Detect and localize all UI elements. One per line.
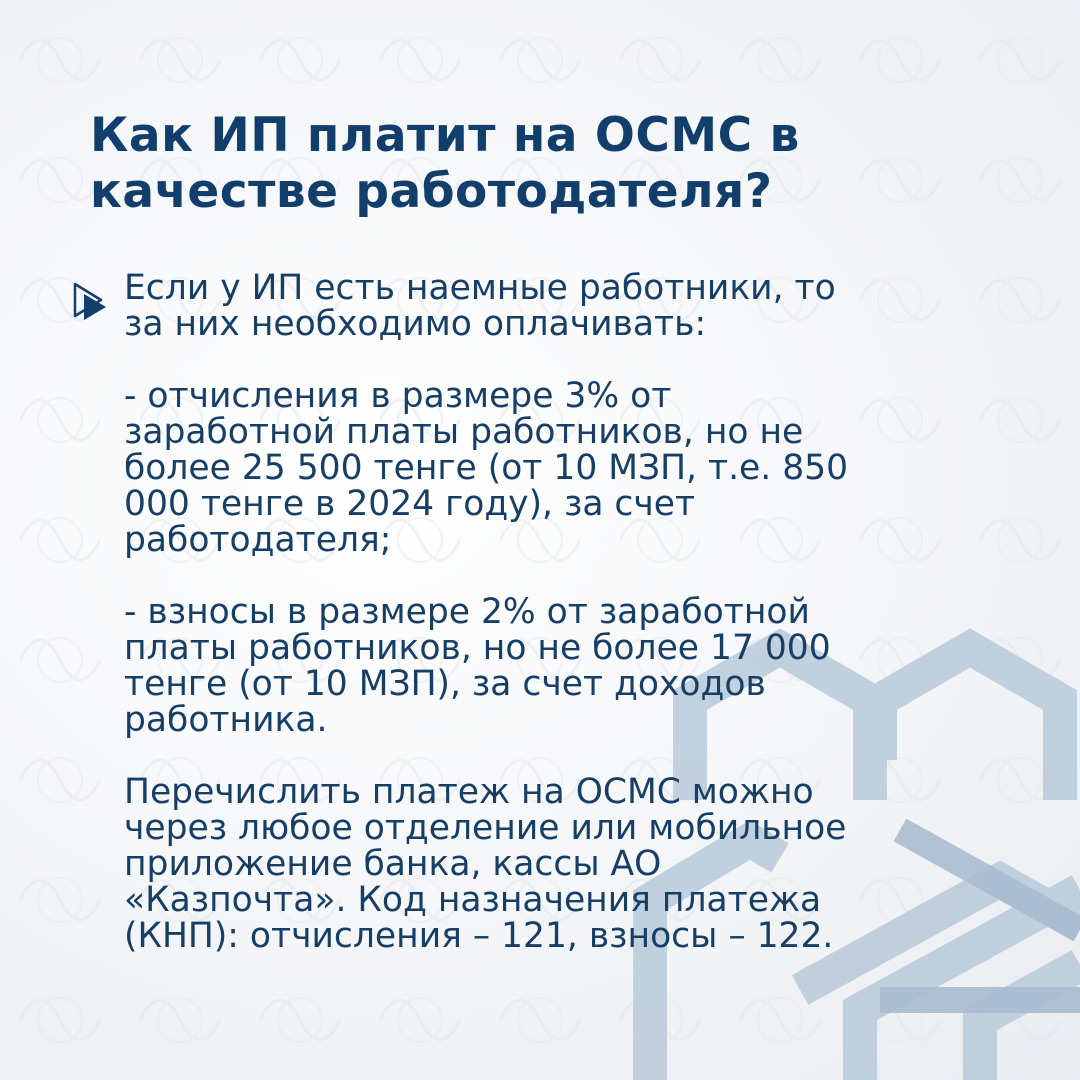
intro-paragraph: Если у ИП есть наемные работники, то за них необходимо оплачивать: xyxy=(124,268,836,344)
payment-info-paragraph: Перечислить платеж на ОСМС можно через любое отделение или мобильное приложение банка, кассы АО «Казпочта». Код назначения платежа (КНП): отчисления – 121, взносы – 122. xyxy=(124,772,847,956)
contributions-paragraph: - взносы в размере 2% от заработной платы работников, но не более 17 000 тенге (от 10 МЗП), за счет доходов работника. xyxy=(124,592,831,740)
play-arrow-icon xyxy=(72,280,112,320)
page-title: Как ИП платит на ОСМС в качестве работодателя? xyxy=(90,108,800,219)
deductions-paragraph: - отчисления в размере 3% от заработной платы работников, но не более 25 500 тенге (от 10 МЗП, т.е. 850 000 тенге в 2024 году), за счет работодателя; xyxy=(124,376,849,560)
content-body xyxy=(124,270,1024,990)
